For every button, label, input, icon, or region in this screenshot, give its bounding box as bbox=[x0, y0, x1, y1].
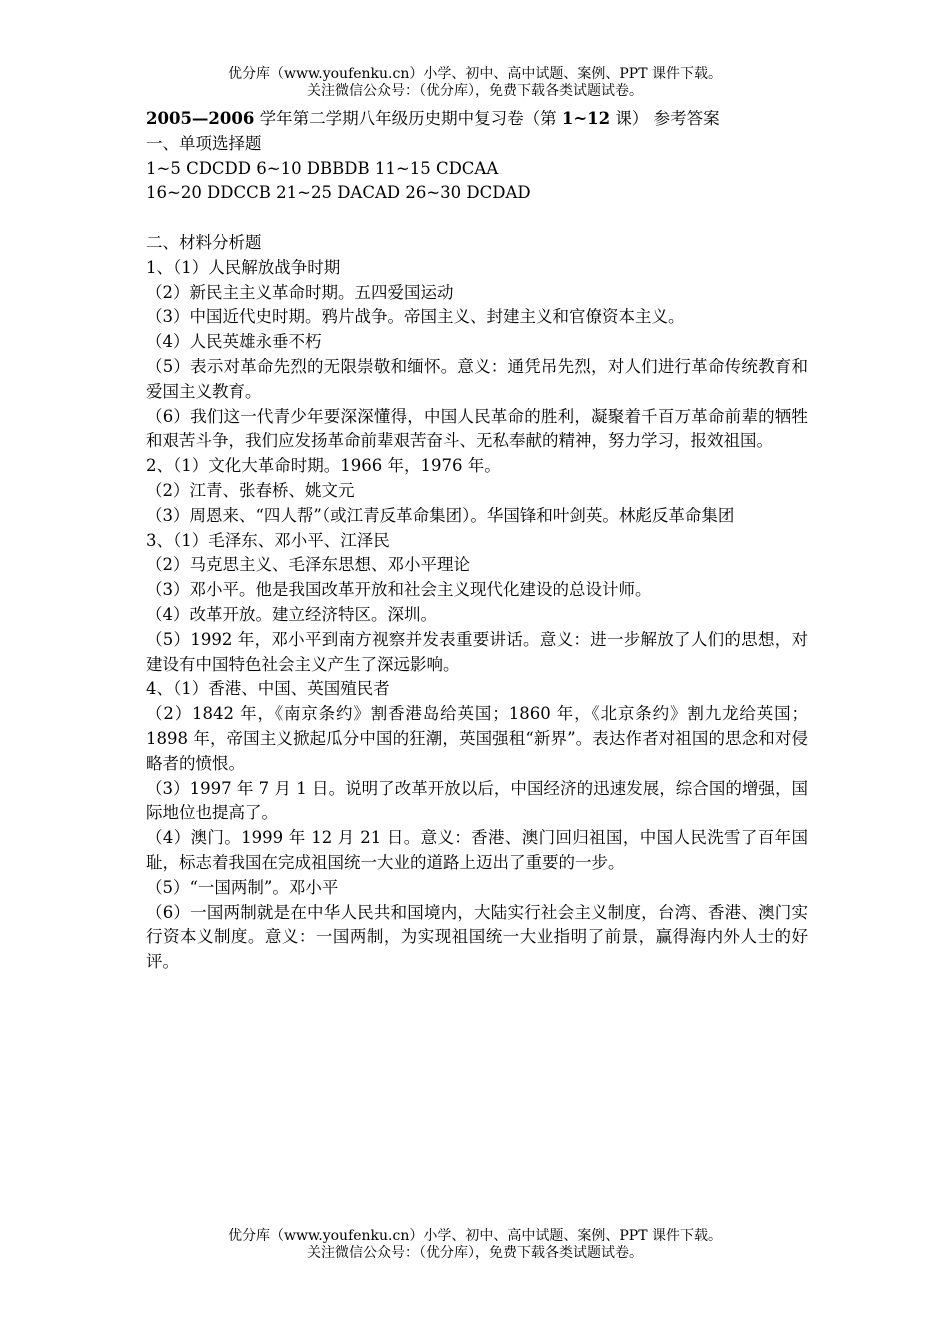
q4-item: （6）一国两制就是在中华人民共和国境内，大陆实行社会主义制度，台湾、香港、澳门实行资本义制度。意义：一国两制，为实现祖国统一大业指明了前景，赢得海内外人士的好评。 bbox=[146, 902, 808, 972]
title-part-1: 学年第二学期八年级历史期中复习卷（第 bbox=[254, 109, 562, 128]
q1-item: （3）中国近代史时期。鸦片战争。帝国主义、封建主义和官僚资本主义。 bbox=[146, 307, 685, 327]
q2-item: 2、（1）文化大革命时期。1966 年，1976 年。 bbox=[146, 456, 501, 476]
footer-line-1: 优分库（www.youfenku.cn）小学、初中、高中试题、案例、PPT 课件下载。 bbox=[227, 1228, 722, 1244]
document-title bbox=[146, 107, 808, 132]
q3-item: （4）改革开放。建立经济特区。深圳。 bbox=[146, 604, 437, 624]
q1-item: （4）人民英雄永垂不朽 bbox=[146, 332, 322, 352]
q4-item: （3）1997 年 7 月 1 日。说明了改革开放以后，中国经济的迅速发展，综合国的增强，国际地位也提高了。 bbox=[146, 778, 808, 823]
title-range: 1~12 bbox=[561, 109, 611, 128]
q3-item: （5）1992 年，邓小平到南方视察并发表重要讲话。意义：进一步解放了人们的思想，对建设有中国特色社会主义产生了深远影响。 bbox=[146, 629, 808, 674]
q1-item: （6）我们这一代青少年要深深懂得，中国人民革命的胜利，凝聚着千百万革命前辈的牺牲和艰苦斗争，我们应发扬革命前辈艰苦奋斗、无私奉献的精神，努力学习，报效祖国。 bbox=[146, 406, 808, 451]
q3-item: （2）马克思主义、毛泽东思想、邓小平理论 bbox=[146, 555, 470, 575]
q3-item: 3、（1）毛泽东、邓小平、江泽民 bbox=[146, 530, 390, 550]
q3-item: （3）邓小平。他是我国改革开放和社会主义现代化建设的总设计师。 bbox=[146, 580, 652, 600]
answers-line-1: 1~5 CDCDD 6~10 DBBDB 11~15 CDCAA bbox=[146, 158, 499, 178]
document-body bbox=[146, 107, 808, 975]
footer-line-2: 关注微信公众号：（优分库），免费下载各类试题试卷。 bbox=[307, 1245, 643, 1261]
blank-line bbox=[146, 206, 808, 231]
header-line-1: 优分库（www.youfenku.cn）小学、初中、高中试题、案例、PPT 课件下载。 bbox=[227, 66, 722, 82]
title-years: 2005—2006 bbox=[146, 109, 255, 128]
q1-item: 1、（1）人民解放战争时期 bbox=[146, 257, 341, 277]
q4-item: 4、（1）香港、中国、英国殖民者 bbox=[146, 679, 390, 699]
q4-item: （2）1842 年，《南京条约》割香港岛给英国；1860 年，《北京条约》割九龙给英国；1898 年，帝国主义掀起瓜分中国的狂潮，英国强租“新界”。表达作者对祖国的思念和对侵略者的愤恨。 bbox=[146, 704, 808, 773]
page-footer bbox=[0, 1228, 950, 1262]
q1-item: （5）表示对革命先烈的无限崇敬和缅怀。意义：通凭吊先烈，对人们进行革命传统教育和爱国主义教育。 bbox=[146, 356, 808, 401]
q2-item: （2）江青、张春桥、姚文元 bbox=[146, 480, 355, 500]
q1-item: （2）新民主主义革命时期。五四爱国运动 bbox=[146, 282, 454, 302]
section-2-heading: 二、材料分析题 bbox=[146, 232, 262, 252]
q2-item: （3）周恩来、“四人帮”（或江青反革命集团）。华国锋和叶剑英。林彪反革命集团 bbox=[146, 505, 735, 525]
q4-item: （4）澳门。1999 年 12 月 21 日。意义：香港、澳门回归祖国，中国人民洗雪了百年国耻，标志着我国在完成祖国统一大业的道路上迈出了重要的一步。 bbox=[146, 828, 808, 872]
section-1-heading: 一、单项选择题 bbox=[146, 133, 262, 153]
page-header bbox=[0, 66, 950, 100]
title-part-2: 课） 参考答案 bbox=[610, 109, 720, 128]
header-line-2: 关注微信公众号：（优分库），免费下载各类试题试卷。 bbox=[307, 83, 643, 99]
answers-line-2: 16~20 DDCCB 21~25 DACAD 26~30 DCDAD bbox=[146, 183, 531, 203]
q4-item: （5）“一国两制”。邓小平 bbox=[146, 877, 339, 897]
